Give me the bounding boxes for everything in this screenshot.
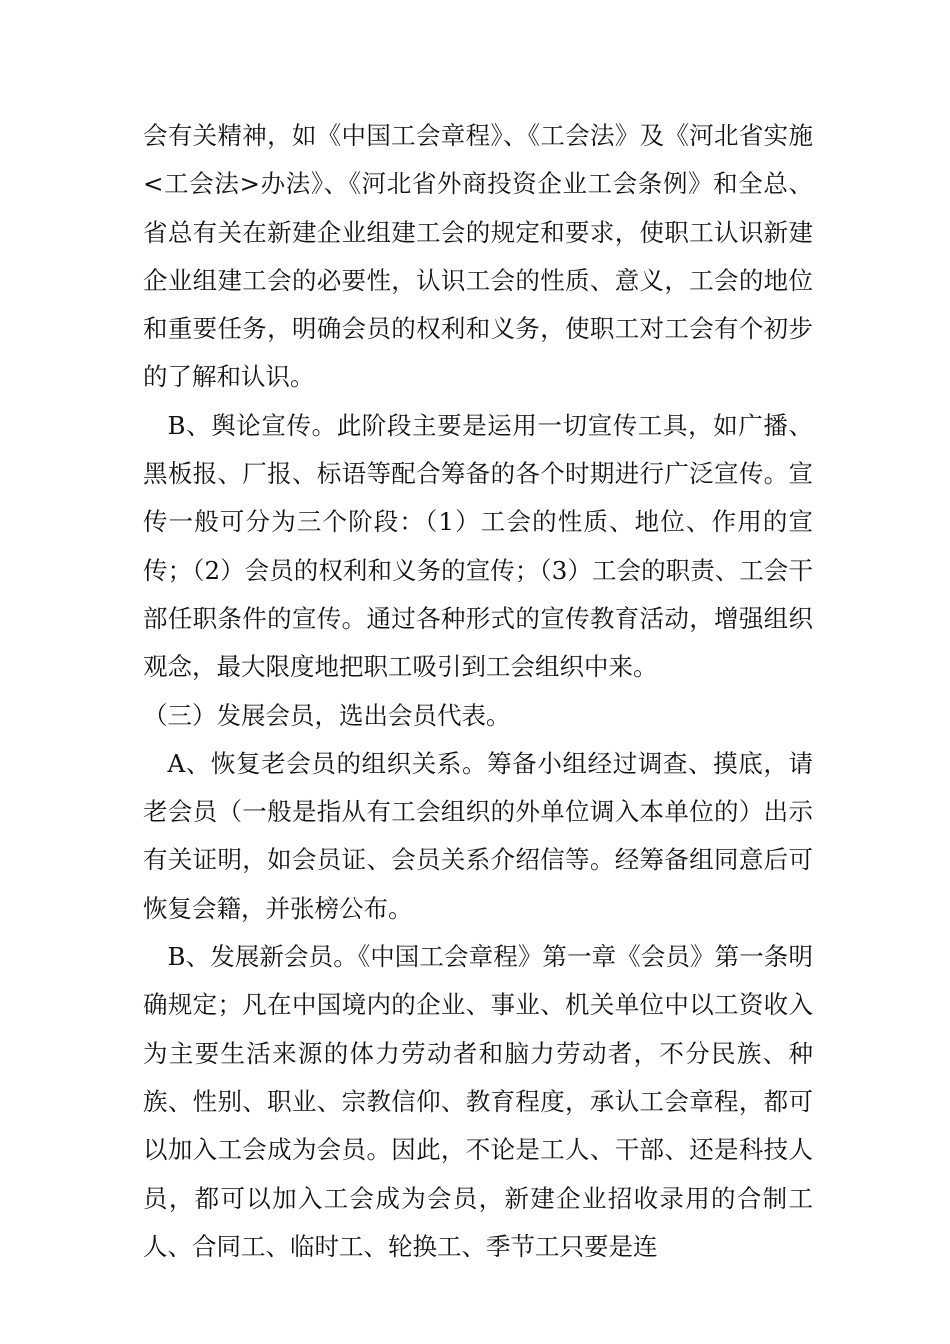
paragraph-restore-members: A、恢复老会员的组织关系。筹备小组经过调查、摸底，请老会员（一般是指从有工会组织的外单位调入本单位的）出示有关证明，如会员证、会员关系介绍信等。经筹备组同意后可恢复会籍，并张榜公布。 bbox=[143, 748, 813, 923]
document-page bbox=[143, 112, 813, 1271]
paragraph-public-opinion: B、舆论宣传。此阶段主要是运用一切宣传工具，如广播、黑板报、厂报、标语等配合筹备的各个时期进行广泛宣传。宣传一般可分为三个阶段：（1）工会的性质、地位、作用的宣传；（2）会员的权利和义务的宣传；（3）工会的职责、工会干部任职条件的宣传。通过各种形式的宣传教育活动，增强组织观念，最大限度地把职工吸引到工会组织中来。 bbox=[143, 410, 813, 682]
paragraph-new-members: B、发展新会员。《中国工会章程》第一章《会员》第一条明确规定；凡在中国境内的企业、事业、机关单位中以工资收入为主要生活来源的体力劳动者和脑力劳动者，不分民族、种族、性别、职业、宗教信仰、教育程度，承认工会章程，都可以加入工会成为会员。因此，不论是工人、干部、还是科技人员，都可以加入工会成为会员，新建企业招收录用的合制工人、合同工、临时工、轮换工、季节工只要是连 bbox=[143, 942, 813, 1261]
paragraph-union-spirit: 会有关精神，如《中国工会章程》、《工会法》及《河北省实施<工会法>办法》、《河北省外商投资企业工会条例》和全总、省总有关在新建企业组建工会的规定和要求，使职工认识新建企业组建工会的必要性，认识工会的性质、意义，工会的地位和重要任务，明确会员的权利和义务，使职工对工会有个初步的了解和认识。 bbox=[143, 121, 813, 392]
section-heading-develop-members: （三）发展会员，选出会员代表。 bbox=[143, 700, 511, 730]
